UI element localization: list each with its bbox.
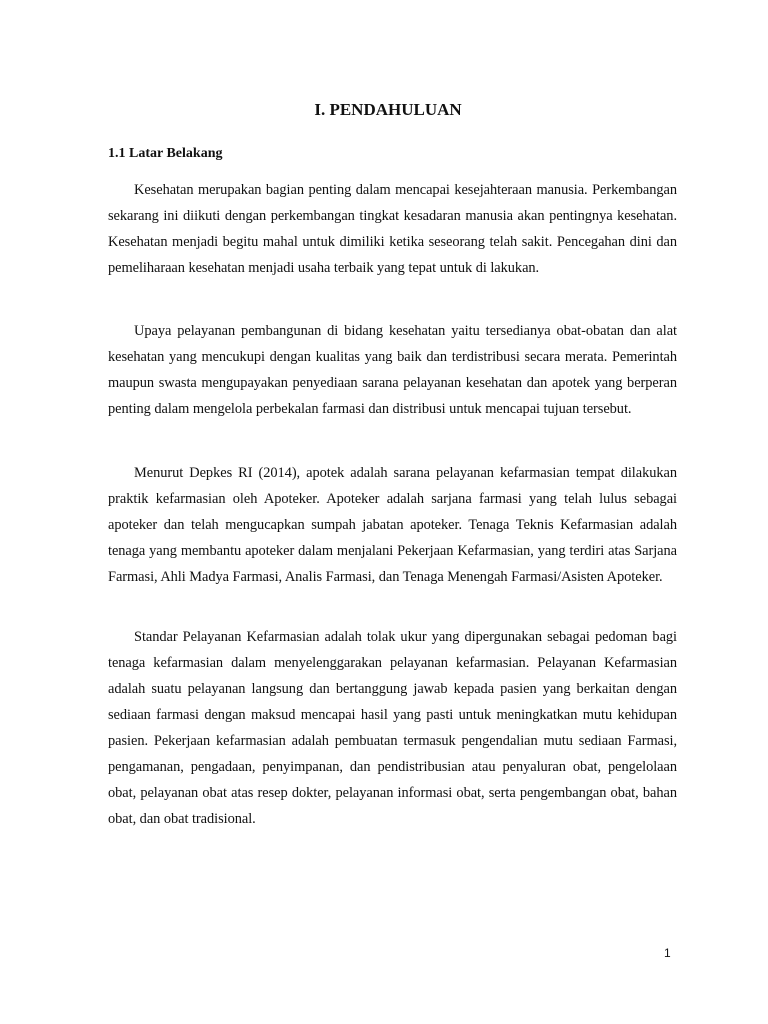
page-number: 1 (664, 946, 671, 960)
paragraph-standar-pelayanan: Standar Pelayanan Kefarmasian adalah tolak ukur yang dipergunakan sebagai pedoman bagi tenaga kefarmasian dalam menyelenggarakan pelayanan kefarmasian. Pelayanan Kefarmasian adalah suatu pelayanan langsung dan bertanggung jawab kepada pasien yang berkaitan dengan sediaan farmasi dengan maksud mencapai hasil yang pasti untuk meningkatkan mutu kehidupan pasien. Pekerjaan kefarmasian adalah pembuatan termasuk pengendalian mutu sediaan Farmasi, pengamanan, pengadaan, penyimpanan, dan pendistribusian atau penyaluran obat, pengelolaan obat, pelayanan obat atas resep dokter, pelayanan informasi obat, serta pengembangan obat, bahan obat, dan obat tradisional. (108, 629, 677, 827)
paragraph-kesehatan: Kesehatan merupakan bagian penting dalam mencapai kesejahteraan manusia. Perkembangan sekarang ini diikuti dengan perkembangan tingkat kesadaran manusia akan pentingnya kesehatan. Kesehatan menjadi begitu mahal untuk dimiliki ketika seseorang telah sakit. Pencegahan dini dan pemeliharaan kesehatan menjadi usaha terbaik yang tepat untuk di lakukan. (108, 182, 677, 276)
chapter-title: I. PENDAHULUAN (314, 100, 462, 119)
paragraph-upaya-pelayanan: Upaya pelayanan pembangunan di bidang kesehatan yaitu tersedianya obat-obatan dan alat kesehatan yang mencukupi dengan kualitas yang baik dan terdistribusi secara merata. Pemerintah maupun swasta mengupayakan penyediaan sarana pelayanan kesehatan dan apotek yang berperan penting dalam mengelola perbekalan farmasi dan distribusi untuk mencapai tujuan tersebut. (108, 323, 677, 417)
section-heading: 1.1 Latar Belakang (108, 146, 223, 161)
paragraph-menurut-depkes: Menurut Depkes RI (2014), apotek adalah sarana pelayanan kefarmasian tempat dilakukan praktik kefarmasian oleh Apoteker. Apoteker adalah sarjana farmasi yang telah lulus sebagai apoteker dan telah mengucapkan sumpah jabatan apoteker. Tenaga Teknis Kefarmasian adalah tenaga yang membantu apoteker dalam menjalani Pekerjaan Kefarmasian, yang terdiri atas Sarjana Farmasi, Ahli Madya Farmasi, Analis Farmasi, dan Tenaga Menengah Farmasi/Asisten Apoteker. (108, 465, 677, 585)
